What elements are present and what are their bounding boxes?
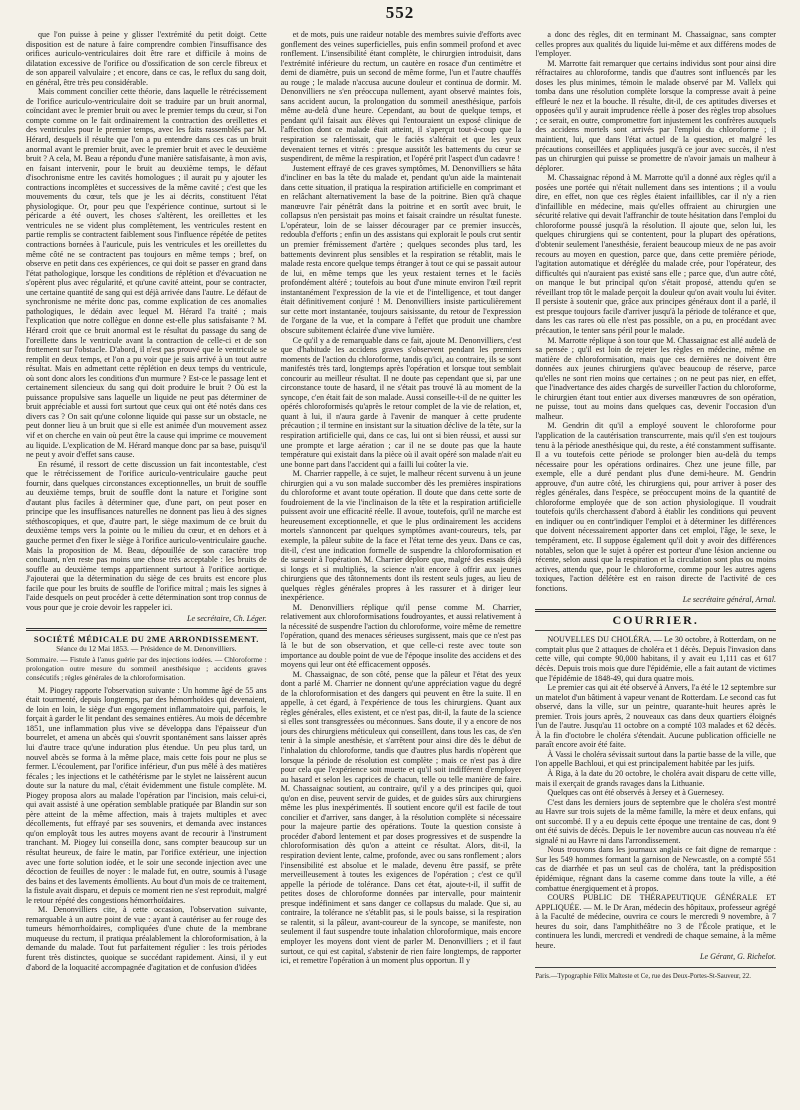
- paragraph: que l'on puisse à peine y glisser l'extrémité du petit doigt. Cette disposition est de nature à faire comprendre combien l'insuffisance des orifices auriculo-ventriculaires doit être rare et difficile à moins de dilatation excessive de l'orifice ou d'ossification de son cercle fibreux et de son appareil valvulaire ; et encore, dans ce cas, le reflux du sang doit, en général, être très peu considérable.: [26, 30, 267, 87]
- paragraph: M. Denonvilliers réplique qu'il pense comme M. Charrier, relativement aux chloroformisations foudroyantes, et aussi relativement à la nécessité de suspendre l'action du chloroforme, voire même de remettre l'opération, quand des menaces sérieuses surgissent, mais que ce n'est pas là le but de son observation, et que celle-ci reste avec toute son importance au double point de vue de l'époque insolite des accidens et des moyens qui leur ont été efficacement opposés.: [280, 602, 522, 670]
- paragraph: M. Marrotte fait remarquer que certains individus sont pour ainsi dire réfractaires au chloroforme, tandis que d'autres sont influencés par les doses les plus minimes, témoin le malade observé par M. Vallelx qui tomba dans une résolution complète lorsque la compresse avait à peine effleuré le nez et la bouche. Il résulte, dit-il, de ces aptitudes diverses et opposées qu'il y aurait imprudence réelle à poser des règles trop absolues ; ce serait, en outre, compromettre fort injustement les confrères auxquels des accidens mortels sont arrivés par l'emploi du chloroforme ; il maintient, lui, que dans l'état actuel de la question, et malgré les précautions conseillées et appliquées jusqu'à ce jour avec succès, il n'est pas un chirurgien qui puisse se promettre de n'avoir jamais un malheur à déplorer.: [535, 58, 777, 173]
- news-item: COURS PUBLIC DE THÉRAPEUTIQUE GÉNÉRALE ET APPLIQUÉE. — M. le Dr Aran, médecin des hôpitaux, professeur agrégé à la Faculté de médecine, ouvrira ce cours le mercredi 9 novembre, à 7 heures du soir, dans l'amphithéâtre no 3 de l'École pratique, et le continuera les lundi, mercredi et vendredi de chaque semaine, à la même heure.: [535, 893, 777, 950]
- news-item: À Vassi le choléra sévissait surtout dans la partie basse de la ville, que l'on appelle Bachloui, et qui est principalement habitée par les juifs.: [535, 749, 777, 769]
- page-number: 552: [385, 3, 415, 22]
- signature-gerant: Le Gérant, G. Richelot.: [700, 952, 777, 962]
- footer-rule: [535, 967, 776, 968]
- section-divider: [26, 628, 267, 631]
- news-item: Nous trouvons dans les journaux anglais ce fait digne de remarque : Sur les 549 hommes formant la garnison de Newcastle, on a compté 551 cas de diarrhée et pas un seul cas de choléra, tant la prédisposition épidémique, régnant dans la caserne comme dans toute la ville, a été combattue énergiquement et à propos.: [535, 845, 777, 893]
- col1-body: [26, 30, 267, 612]
- summary: Sommaire. — Fistule à l'anus guérie par des injections iodées. — Chloroforme : prolongation outre mesure du sommeil anesthésique ; accidents graves consécutifs ; règles générales de la chloroformisation.: [26, 655, 267, 682]
- column-2: [281, 30, 522, 1105]
- paragraph: Ce qu'il y a de remarquable dans ce fait, ajoute M. Denonvilliers, c'est que d'habitude les accidens graves s'observent pendant les premiers moments de l'action du chloroforme, tandis qu'ici, au contraire, ils se sont manifestés très tard, longtemps après l'opération et lorsque tout semblait concourir au meilleur résultat. Il ne doute pas cependant que si, par une circonstance toute de hasard, il ne s'était pas trouvé là au moment de la syncope, c'en était fait de son malade. Aussi conseille-t-il de ne quitter les opérés chloroformisés qu'après le retour complet de la vie de relation, et, quant à lui, il n'aura garde à l'avenir de manquer à cette prudente précaution ; il termine en insistant sur la situation déclive de la tête, sur la respiration artificielle qui, dans ce cas, lui ont si bien réussi, et aussi sur une prompte et large aération ; car il ne se doute pas que la haute température qui existait dans la pièce où il avait opéré son malade n'ait eu une bonne part dans l'accident qui a failli lui coûter la vie.: [280, 335, 522, 469]
- signature-secretary-general: Le secrétaire général, Arnal.: [682, 595, 777, 605]
- news-item: À Riga, à la date du 20 octobre, le choléra avait disparu de cette ville, mais il exerçait de grands ravages dans la Lithuanie.: [535, 769, 777, 788]
- printer-imprint: Paris.—Typographie Félix Malteste et Ce, rue des Deux-Portes-St-Sauveur, 22.: [535, 972, 751, 980]
- column-3: [535, 30, 776, 1105]
- news-item: C'est dans les derniers jours de septembre que le choléra s'est montré au Havre sur trois sujets de la même famille, la mère et deux enfans, qui ont succombé. Il y a eu depuis cette époque une trentaine de cas, dont 9 ont été suivis de décès. Depuis le 1er novembre aucun cas nouveau n'a été signalé ni au Havre ni dans l'arrondissement.: [535, 797, 777, 845]
- paragraph: M. Chassaignac répond à M. Marrotte qu'il a donné aux règles qu'il a posées une portée qui n'était nullement dans ses intentions ; il a voulu dire, en effet, non que ces règles étaient infaillibles, car il n'y a rien d'infaillible en médecine, mais qu'elles offraient au chirurgien une sécurité relative qui devait l'affranchir de toute hésitation dans l'emploi du chloroforme poussé jusqu'à la résolution. Il ajoute que, selon lui, les quelques chirurgiens qui se contentent, pour la plupart des opérations, d'obtenir seulement l'anesthésie, feraient beaucoup mieux de ne pas avoir recours au moyen en question, parce que, dans cette première période, l'agitation automatique et déréglée du malade crée, pour l'opérateur, des difficultés qui n'auraient pas existé sans elle ; parce que, d'un autre côté, on manque le but principal qu'on s'était proposé, attendu qu'en se réveillant trop tôt le malade perçoit la douleur qu'on avait voulu lui éviter. Il persiste à soutenir que, grâce aux principes généraux dont il a parlé, il est presque toujours facile d'arriver jusqu'à la période de tolérance et que, dans les cas rares où elle n'est pas possible, on a pu, en procédant avec précaution, le tenter sans péril pour le malade.: [535, 173, 777, 335]
- paragraph: M. Chassaignac, de son côté, pense que la pâleur et l'état des yeux dont a parlé M. Charrier ne donnent qu'une appréciation vague du degré de la chloroformisation et des dangers qui peuvent en être la suite. Il en appelle, à cet égard, à l'expérience de tous les chirurgiens. Quant aux règles générales, elles existent, et ce n'est pas, dit-il, la faute de la science si elles sont transgressées ou méconnues. Sans doute, il y a encore de nos jours des chirurgiens méticuleux qui conseillent, dans tous les cas, de s'en tenir à la simple anesthésie, et s'arrêtent pour ainsi dire dès le début de l'inhalation du chloroforme, tandis que d'autres plus hardis n'opèrent que lorsque la période de résolution est complète ; mais ce n'est pas à dire pour cela que l'expérience soit muette et qu'il soit indifférent d'employer au hasard et selon les caprices de chacun, telle ou telle manière de faire. M. Chassaignac soutient, au contraire, qu'il y a des principes qui, quoi qu'on en dise, peuvent servir de guides, et de guides sûrs aux chirurgiens même les plus inexpérimentés. Il soutient encore qu'il est facile de tout concilier et d'arriver, sans danger, à la résolution complète si nécessaire pour la majeure partie des opérations. Toute la question consiste à procéder d'abord lentement et par doses progressives et de suspendre la chloroformisation dès qu'on a atteint ce résultat. Alors, dit-il, la respiration devient lente, calme, profonde, avec ou sans ronflement ; alors l'insensibilité est absolue et le malade, devenu être passif, se prête merveilleusement à toutes les exigences de l'opération ; c'est ce qu'il appelle la période de tolérance. Dans cet état, ajoute-t-il, il suffit de petites doses de chloroforme données par intervalle, pour maintenir presque indéfiniment et sans danger ce collapsus du malade. Que si, au contraire, la tolérance ne s'établit pas, si le pouls baisse, si la respiration se ralentit, si la pâleur, avant-coureur de la syncope, se manifeste, non seulement il faut suspendre toute inhalation chloroformique, mais encore employer les moyens dont vient de parler M. Denonvilliers ; et il faut surtout, ce qui est capital, s'abstenir de rien faire longtemps, de rapporter ici, et remettre l'opération à un moment plus opportun. Il y: [280, 669, 522, 966]
- paragraph: M. Denonvilliers cite, à cette occasion, l'observation suivante, remarquable à un autre point de vue : ayant à cautériser au fer rouge des tumeurs hémorrhoïdaires, compliquées d'une chute de la membrane muqueuse du rectum, il pratiqua préalablement la chloroformisation, à la demande du malade. Tout fut parfaitement régulier : les trois périodes furent très distinctes, quoique se succédant rapidement. Ainsi, il y eut d'abord de la loquacité accompagnée d'agitation et de confusion d'idées: [26, 905, 267, 972]
- title-rule: [535, 630, 776, 631]
- paragraph: Justement effrayé de ces graves symptômes, M. Denonvilliers se hâta d'incliner en bas la tête du malade et, pendant qu'un aide la maintenait dans cette situation, il pratiqua la respiration artificielle en comprimant et en relâchant alternativement la base de la poitrine. Bien qu'à chaque manœuvre l'air pénétrât dans la poitrine et en sortît avec bruit, le collapsus n'en persistait pas moins et faisait craindre un résultat funeste. L'opérateur, loin de se laisser décourager par ce premier insuccès, redoubla d'efforts ; enfin un des assistans qui explorait le pouls crut sentir un premier frémissement d'artère ; quelques secondes plus tard, les battements devinrent plus sensibles et la respiration se rétablit, mais le malade resta encore quelque temps étranger à tout ce qui se passait autour de lui, en même temps que les yeux restaient ternes et le faciès profondément altéré ; toutefois au bout d'une minute environ l'œil reprit instantanément l'expression de la vie et de l'intelligence, et tout danger était définitivement conjuré ! M. Denonvilliers insiste particulièrement sur cette mort instantanée, toujours saisissante, du retour de l'expression de l'organe de la vue, et la compare à l'effet que produit une chambre obscure subitement éclairée d'une vive lumière.: [280, 163, 522, 335]
- paragraph: En résumé, il ressort de cette discussion un fait incontestable, c'est que le rétrécissement de l'orifice auriculo-ventriculaire gauche peut fournir, dans quelques circonstances exceptionnelles, un bruit de souffle au deuxième temps, bruit de souffle dont la nature et l'origine sont d'autant plus faciles à déterminer que, d'une part, on peut poser en principe que les insuffisances naturelles ne donnent pas lieu à des signes stéthoscopiques, et que, d'autre part, le siège maximum de ce bruit du deuxième temps vers la pointe ou le milieu du cœur, et en dehors et à gauche permet d'en fixer le siège à l'orifice auriculo-ventriculaire gauche. Mais la proposition de M. Beau, dépouillée de son caractère trop concluant, n'en reste pas moins une chose très acceptable : les bruits de souffle au deuxième temps appartiennent surtout à l'orifice aortique. J'ajouterai que la détermination du siège de ces bruits est encore plus facile que pour les bruits de souffle de l'orifice mitral ; mais les signes à l'aide desquels on peut procéder à cette détermination sont trop connus de vous pour que je croie devoir les rappeler ici.: [26, 459, 267, 612]
- news-item: Le premier cas qui ait été observé à Anvers, l'a été le 12 septembre sur un matelot d'un bâtiment à vapeur venant de Rotterdam. Le second cas fut observé, dans la ville, sur un peintre, quarante-huit heures après le premier. Trois jours après, 2 nouveaux cas dans deux quartiers éloignés l'un de l'autre. Jusqu'au 11 octobre on a compté 103 malades et 62 décès. À la fin d'octobre le choléra s'étendait. Aucune publication officielle ne paraît encore avoir été faite.: [535, 683, 777, 750]
- news-item: Quelques cas ont été observés à Jersey et à Guernesey.: [547, 788, 724, 798]
- signature-secretary: Le secrétaire, Ch. Léger.: [186, 614, 267, 624]
- column-1: [26, 30, 267, 1105]
- paragraph: M. Charrier rappelle, à ce sujet, le malheur récent survenu à un jeune chirurgien qui a vu son malade succomber dès les premières inspirations du chloroforme et avant toute opération. Il doute que dans cette sorte de foudroiement de la vie l'inclinaison de la tête et la respiration artificielle puissent avoir une efficacité réelle. Il avoue, toutefois, qu'il ne marche est heureusement exceptionnelle, et que le plus ordinairement les accidens mortels s'annoncent par quelques symptômes avant-coureurs, tels, par exemple, la pâleur subite de la face et l'état terne des yeux. Dans ce cas, dit-il, c'est une indication formelle de suspendre la chloroformisation et de surseoir à l'opération. M. Charrier déplore que, malgré des essais déjà si longs et si multipliés, la science n'ait encore à offrir aux jeunes chirurgiens que des tâtonnements dont ils restent seuls juges, au lieu de quelques règles générales propres à les rassurer et à diriger leur inexpérience.: [280, 469, 522, 603]
- paragraph: M. Piogey rapporte l'observation suivante : Un homme âgé de 55 ans était tourmenté, depuis longtemps, par des hémorrhoïdes qui devenaient, de loin en loin, le siège d'un engorgement inflammatoire qui, parfois, le forçait à garder le lit pendant des semaines entières. Au mois de décembre 1851, une inflammation plus vive se développa dans l'épaisseur d'un bourrelet, et amena un abcès qui s'ouvrit spontanément sans laisser après lui d'autre trace qu'une induration plus étendue. Un peu plus tard, un nouvel abcès se forma à la même place, mais cette fois pour ne plus se fermer. L'écoulement, par l'orifice inférieur, d'un pus mêlé à des matières fécales ; les injections et le cathétérisme par le stylet ne laissèrent aucun doute sur la nature du mal, c'était évidemment une fistule complète. M. Piogey proposa alors au malade l'opération par l'incision, mais celui-ci, qui avait assisté à une opération semblable pratiquée par Blandin sur son père atteint de la même affection, mais à trajets multiples et avec décollements, fut effrayé par ses souvenirs, et demanda avec instances qu'on employât tous les autres moyens avant de recourir à l'instrument tranchant. M. Piogey lui conseilla donc, sans compter beaucoup sur un résultat heureux, de faire le matin, par l'orifice extérieur, une injection avec une forte solution iodée, et le soir une seconde injection avec une décoction de feuilles de noyer : le malade fut, en outre, soumis à l'usage des bains et des lavements émollients. Au bout d'un mois de ce traitement, la fistule avait disparu, et depuis ce moment rien ne s'est reproduit, malgré le retour répété des congestions hémorrhoïdaires.: [26, 685, 267, 905]
- section-divider: [535, 609, 776, 612]
- paragraph: M. Gendrin dit qu'il a employé souvent le chloroforme pour l'application de la cautérisation transcurrente, mais qu'il s'en est toujours tenu à la période anesthésique qui, du reste, a été constamment suffisante. Il a vu toutefois cette période se prolonger bien au-delà du temps nécessaire pour les opérations ordinaires. Chez une jeune fille, par exemple, elle a duré pendant plus d'une demi-heure. M. Gendrin approuve, d'un autre côté, les chirurgiens qui, pour arriver à poser des règles générales, dans l'espèce, se préoccupent moins de la quantité de chloroforme employée que de son action physiologique. Il voudrait toutefois qu'ils cherchassent d'abord à établir les conditions qui peuvent en indiquer ou en contr'indiquer l'emploi et à déterminer les différences que doivent nécessairement apporter dans cet emploi, l'âge, le sexe, le tempérament, etc. Il suppose également qu'il doit y avoir des différences notables, selon que le sujet à opérer est porteur d'une lésion ancienne ou récente, selon aussi que la respiration et la circulation sont plus ou moins actives, attendu que, pour le chloroforme, comme pour les autres agens toxiques, l'action délétère est en raison directe de l'activité de ces fonctions.: [535, 421, 777, 593]
- society-title: SOCIÉTÉ MÉDICALE DU 2ME ARRONDISSEMENT.: [33, 633, 259, 644]
- courrier-title: COURRIER.: [612, 612, 699, 627]
- columns: [26, 30, 776, 1105]
- paragraph: M. Marrotte réplique à son tour que M. Chassaignac est allé audelà de sa pensée ; qu'il est loin de rejeter les règles en médecine, même en matière de chloroformisation, mais que ces dernières ne doivent être données aux jeunes chirurgiens qu'avec beaucoup de réserve, parce qu'elles ne sont rien moins que certaines ; on ne peut pas nier, en effet, que l'inadvertance des aides chargés de surveiller l'action du chloroforme, le chirurgien étant tout entier aux diverses manœuvres de son opération, ne puisse, tout au moins dans quelques cas, devenir l'occasion d'un malheur.: [535, 335, 777, 421]
- paragraph: Mais comment concilier cette théorie, dans laquelle le rétrécissement de l'orifice auriculo-ventriculaire doit se traduire par un bruit anormal, coïncidant avec le premier bruit ou avec le premier temps du cœur, si l'on compte comme on le fait ordinairement la contraction des oreillettes et des ventricules pour le premier temps, avec les faits rassemblés par M. Hérard, desquels il résulte que l'on a pu entendre dans ces cas un bruit anormal avant le premier bruit, avec le premier bruit et avec le deuxième bruit ? A cela, M. Beau a répondu d'une manière satisfaisante, à mon avis, en faisant intervenir, pour le bruit au deuxième temps, le défaut d'isochronisme entre les cavités homologues ; il aurait pu y ajouter les contractions incomplètes et successives de la même cavité ; c'est que les mouvements du cœur, tels que je les ai décrits, constituent l'état physiologique. Or, pour peu que l'expérience continue, surtout si le péricarde a été ouvert, les choses s'altèrent, les oreillettes et les ventricules ne se vident plus complètement, les ventricules restent en partie remplis se contractent faiblement sous l'influence répétée de petites contractions bornées à l'auricule, puis les ventricules et les oreillettes du même côté ne se contractent pas toujours en même temps ; bref, on observe en petit dans ces expériences, ce qui doit se passer en grand dans l'état pathologique, lorsque les conditions de réplétion et d'évacuation ne s'opèrent plus avec régularité, et qu'une cavité atteint, pour se contracter, une certaine quantité de sang qui est déjà arrivée dans l'autre. Le défaut de synchronisme ne mérite donc pas, comme explication de ces anomalies pathologiques, le dédain avec lequel M. Hérard l'a traité ; mais l'explication que notre collègue en donne est-elle plus satisfaisante ? M. Hérard croit que ce bruit anormal est le résultat du passage du sang de l'oreillette dans le ventricule avant la contraction de celle-ci et de son frottement sur l'obstacle. D'abord, il n'est pas prouvé que le ventricule se remplit en deux temps, et l'on a pu voir que je suis arrivé à un tout autre résultat. Mais en admettant cette réplétion en deux temps du ventricule, où sont donc alors les conditions d'un murmure ? Est-ce le passage lent et certainement silencieux du sang qui doit produire le bruit ? Où est la puissance propulsive sans laquelle un liquide ne peut pas déterminer de bruit appréciable et aussi fort surtout que ceux qui ont été notés dans ces divers cas ? On sait qu'une colonne liquide qui passe sur un obstacle, ne peut donner lieu à un bruit que si elle est animée d'un mouvement assez vif et on cherche en vain où peut être la cause qui imprime ce mouvement au liquide. L'explication de M. Hérard manque donc par sa base, puisqu'il ne peut y avoir d'effet sans cause.: [26, 87, 267, 460]
- paragraph: et de mots, puis une raideur notable des membres suivie d'efforts avec gonflement des veines superficielles, puis enfin sommeil profond et avec ronflement. L'insensibilité étant complète, le chirurgien introduisit, dans l'extrémité inférieure du rectum, un cautère en rosace d'un centimètre et demi de diamètre, puis un second de même forme, l'un et l'autre chauffés au rouge ; le malade n'accusa aucune douleur et continua de dormir. M. Denonvilliers ne s'en préoccupa nullement, ayant observé maintes fois, sans accident aucun, la prolongation du sommeil anesthésique, parfois même au-delà d'une heure. Cependant, au bout de quelque temps, et pendant qu'il faisait aux élèves qui l'entouraient un exposé clinique de l'affection dont ce malade était atteint, il s'aperçut tout-à-coup que la respiration se ralentissait, que le faciès s'altérait et que les yeux devenaient ternes et vitrés : presque aussitôt les battements du cœur se suspendirent, de même la respiration, et l'opéré prit l'aspect d'un cadavre !: [280, 30, 522, 164]
- society-session: Séance du 12 Mai 1853. — Présidence de M. Denonvilliers.: [56, 644, 237, 654]
- paragraph: a donc des règles, dit en terminant M. Chassaignac, sans compter celles propres aux qualités du liquide lui-même et aux différens modes de l'employer.: [535, 30, 777, 59]
- news-item: NOUVELLES DU CHOLÉRA. — Le 30 octobre, à Rotterdam, on ne comptait plus que 2 attaques de choléra et 1 décès. Depuis l'invasion dans cette ville, qui compte 90,000 habitans, il y avait eu 1,111 cas et 617 décès. Depuis trois mois que dure l'épidémie, elle a fait autant de victimes que l'épidémie de 1848-49, qui dura quatre mois.: [535, 635, 777, 683]
